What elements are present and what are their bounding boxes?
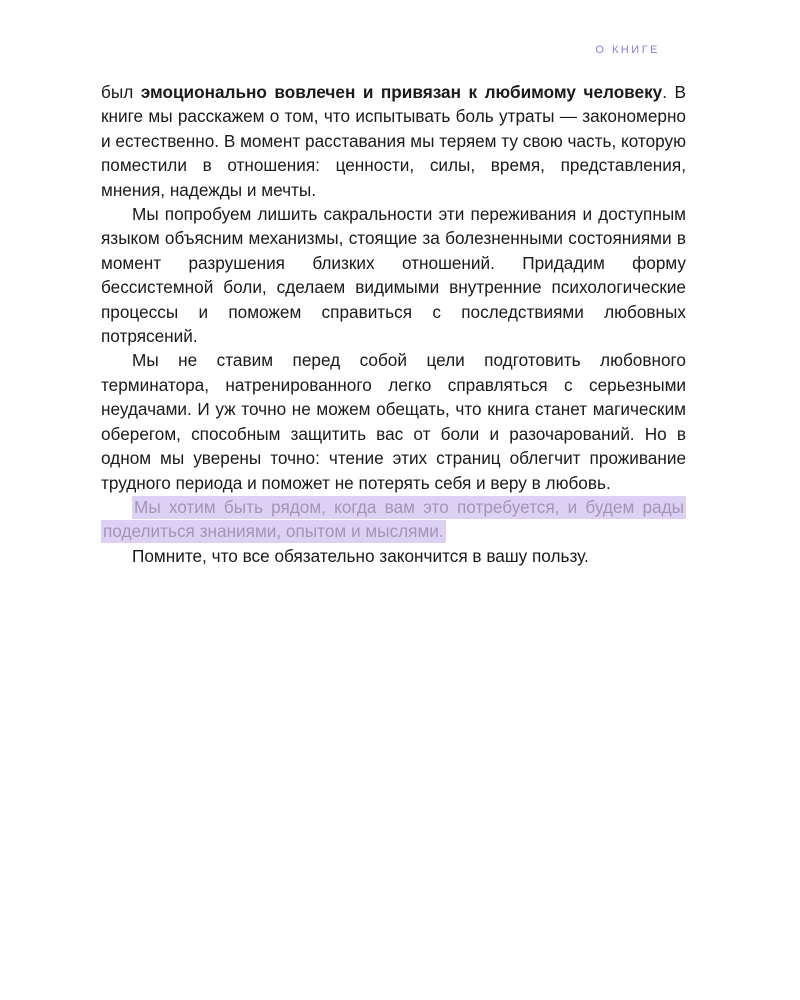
paragraph-1-intro: был	[101, 82, 141, 102]
paragraph-5: Помните, что все обязательно закончится в вашу пользу.	[132, 545, 589, 566]
paragraph-1-bold: эмоционально вовлечен и привязан к любимому человеку	[140, 82, 663, 102]
paragraph-1	[101, 80, 686, 202]
running-header: О КНИГЕ	[595, 44, 660, 56]
paragraph-2: Мы попробуем лишить сакральности эти переживания и доступным языком объясним механизмы, стоящие за болезненными состояниями в момент разрушения близких отношений. Придадим форму бессистемной боли, сделаем видимыми внутренние психологические процессы и поможем справиться с последствиями любовных потрясений.	[101, 204, 686, 347]
paragraph-3: Мы не ставим перед собой цели подготовить любовного терминатора, натренированного легко справляться с серьезными неудачами. И уж точно не можем обещать, что книга станет магическим оберегом, способным защитить вас от боли и разочарований. Но в одном мы уверены точно: чтение этих страниц облегчит проживание трудного периода и поможет не потерять себя и веру в любовь.	[101, 350, 686, 493]
highlighted-text: Мы хотим быть рядом, когда вам это потребуется, и будем рады поделиться знаниями, опытом и мыслями.	[103, 496, 684, 542]
page-body-text	[101, 80, 686, 568]
paragraph-1-rest: . В книге мы расскажем о том, что испытывать боль утраты — закономерно и естественно. В момент расставания мы теряем ту свою часть, которую поместили в отношения: ценности, силы, время, представления, мнения, надежды и мечты.	[101, 82, 686, 200]
paragraph-4-highlighted	[101, 495, 686, 544]
